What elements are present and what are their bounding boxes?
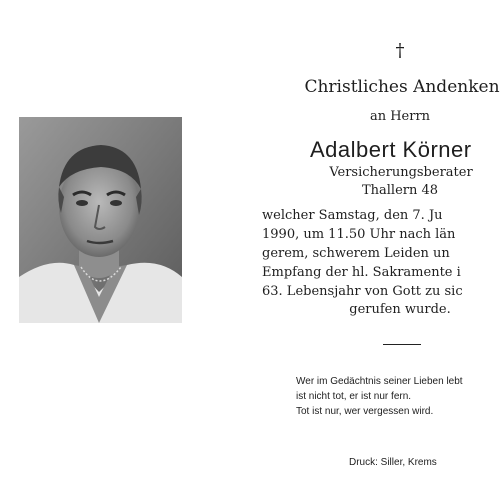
deceased-name: Adalbert Körner bbox=[310, 137, 472, 162]
verse-line: ist nicht tot, er ist nur fern. bbox=[296, 391, 412, 402]
cross-icon: † bbox=[395, 40, 405, 61]
divider bbox=[383, 344, 421, 345]
body-line: Empfang der hl. Sakramente i bbox=[262, 265, 461, 280]
body-line: gerem, schwerem Leiden un bbox=[262, 246, 450, 261]
printer-credit: Druck: Siller, Krems bbox=[349, 457, 437, 468]
body-last-line: gerufen wurde. bbox=[349, 302, 451, 317]
portrait-image bbox=[19, 117, 182, 323]
heading: Christliches Andenken bbox=[304, 77, 500, 97]
address: Thallern 48 bbox=[361, 183, 439, 198]
occupation: Versicherungsberater bbox=[329, 165, 473, 180]
body-line: welcher Samstag, den 7. Ju bbox=[262, 208, 443, 223]
verse-line: Wer im Gedächtnis seiner Lieben lebt bbox=[296, 376, 463, 387]
verse-line: Tot ist nur, wer vergessen wird. bbox=[296, 406, 434, 417]
portrait-photo bbox=[19, 117, 182, 323]
body-line: 63. Lebensjahr von Gott zu sic bbox=[262, 284, 463, 299]
body-line: 1990, um 11.50 Uhr nach län bbox=[262, 227, 456, 242]
salutation: an Herrn bbox=[369, 109, 431, 124]
